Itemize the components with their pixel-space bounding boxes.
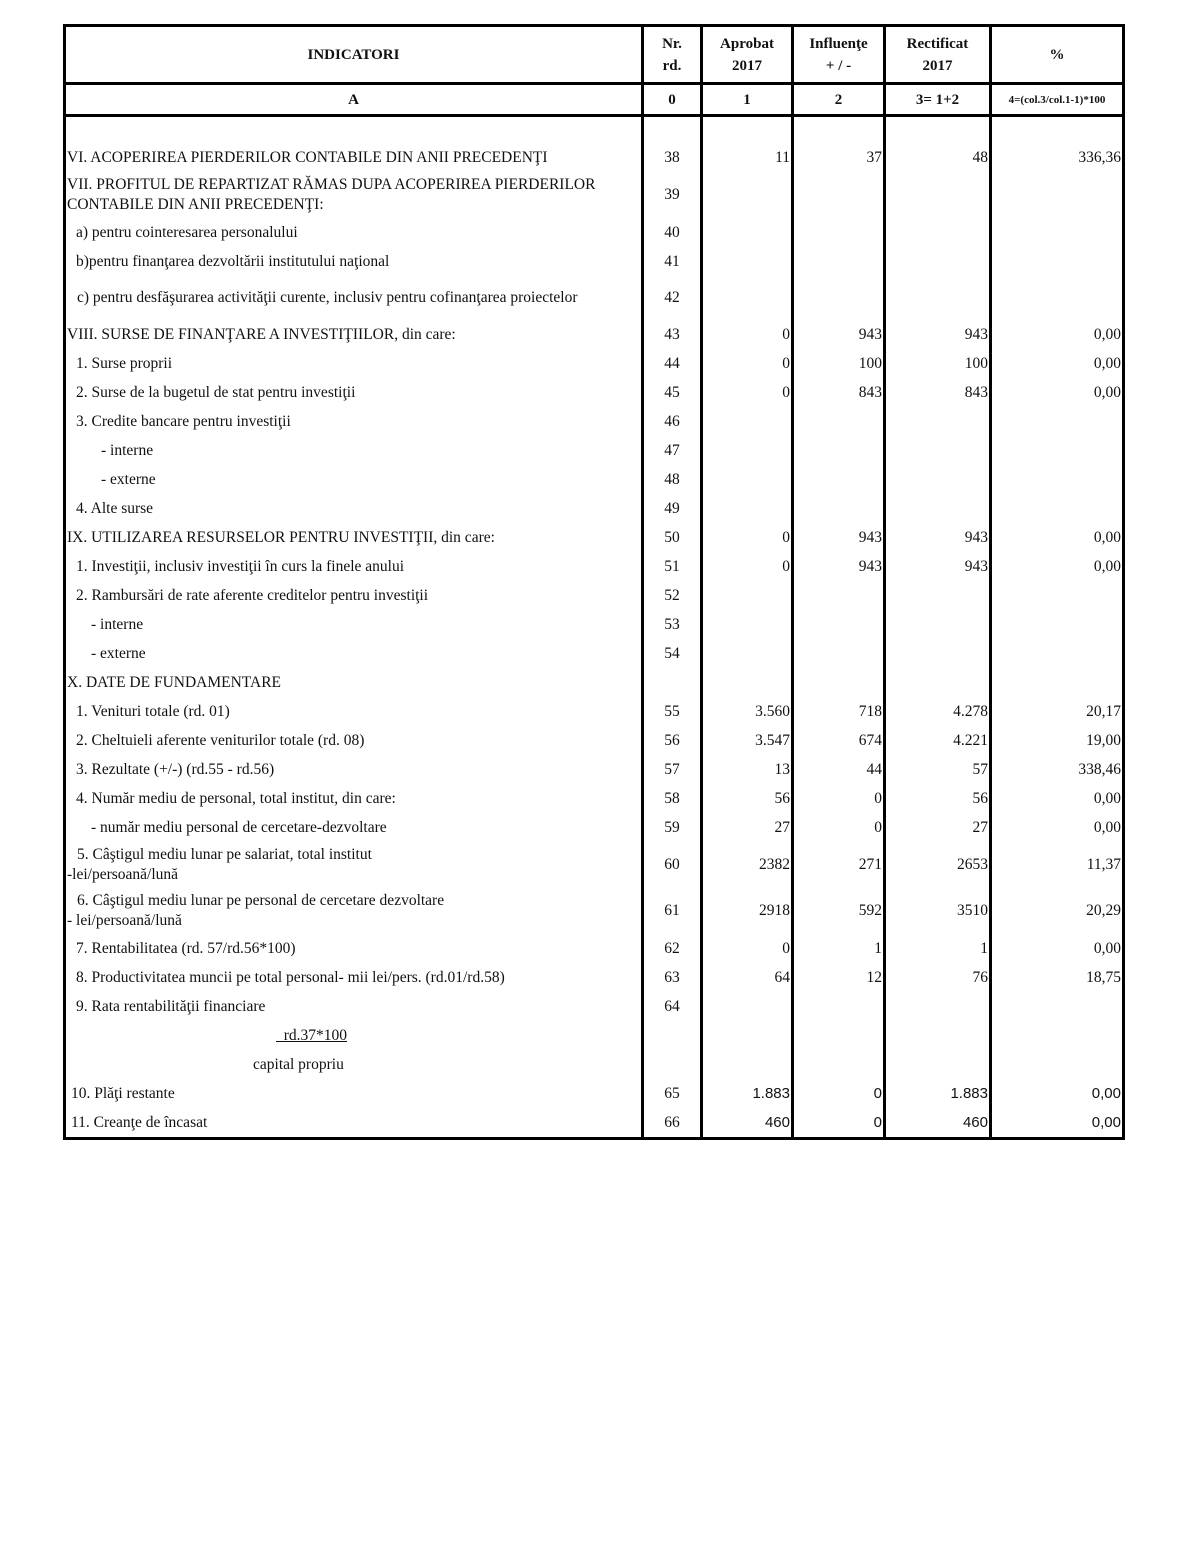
table-row: 9. Rata rentabilităţii financiare 64 — [65, 992, 1124, 1021]
table-row: 11. Creanţe de încasat 66 460 0 460 0,00 — [65, 1108, 1124, 1139]
table-row: 2. Cheltuieli aferente veniturilor totale (rd. 08) 56 3.547 674 4.221 19,00 — [65, 726, 1124, 755]
row-label-unit: -lei/persoană/lună — [67, 866, 179, 883]
col-header-influente: Influenţe + / - — [793, 26, 885, 84]
col-header-nr-rd: Nr. rd. — [643, 26, 702, 84]
table-row: 10. Plăţi restante 65 1.883 0 1.883 0,00 — [65, 1079, 1124, 1108]
table-row: VII. PROFITUL DE REPARTIZAT RĂMAS DUPA ACOPERIREA PIERDERILOR CONTABILE DIN ANII PRECEDENŢI: 39 — [65, 172, 1124, 218]
formula-denominator: capital propriu — [65, 1050, 643, 1079]
col-header-rectificat: Rectificat 2017 — [885, 26, 991, 84]
table-row: c) pentru desfăşurarea activităţii curente, inclusiv pentru cofinanţarea proiectelor 42 — [65, 276, 1124, 320]
row-label: 6. Câştigul mediu lunar pe personal de cercetare dezvoltare — [77, 892, 445, 909]
table-row: 3. Rezultate (+/-) (rd.55 - rd.56) 57 13 44 57 338,46 — [65, 755, 1124, 784]
table-row: 1. Venituri totale (rd. 01) 55 3.560 718 4.278 20,17 — [65, 697, 1124, 726]
table-row: 1. Investiţii, inclusiv investiţii în curs la finele anului 51 0 943 943 0,00 — [65, 552, 1124, 581]
table-row: VIII. SURSE DE FINANŢARE A INVESTIŢIILOR, din care: 43 0 943 943 0,00 — [65, 320, 1124, 349]
table-row: 4. Număr mediu de personal, total institut, din care: 58 56 0 56 0,00 — [65, 784, 1124, 813]
row-label-unit: - lei/persoană/lună — [67, 912, 182, 929]
table-row: - interne 47 — [65, 436, 1124, 465]
col-header-indicatori: INDICATORI — [65, 26, 643, 84]
column-index-row — [65, 84, 1124, 116]
table-row: b)pentru finanţarea dezvoltării institutului naţional 41 — [65, 247, 1124, 276]
table-row: 5. Câştigul mediu lunar pe salariat, total institut -lei/persoană/lună 60 2382 271 2653 11,37 — [65, 842, 1124, 888]
formula-numerator-row — [65, 1021, 1124, 1050]
table-row: a) pentru cointeresarea personalului 40 — [65, 218, 1124, 247]
col-index-3: 3= 1+2 — [885, 84, 991, 116]
table-row: 4. Alte surse 49 — [65, 494, 1124, 523]
table-row: IX. UTILIZAREA RESURSELOR PENTRU INVESTIŢII, din care: 50 0 943 943 0,00 — [65, 523, 1124, 552]
table-row: VI. ACOPERIREA PIERDERILOR CONTABILE DIN ANII PRECEDENŢI 38 11 37 48 336,36 — [65, 143, 1124, 172]
table-row: 3. Credite bancare pentru investiţii 46 — [65, 407, 1124, 436]
table-row: 8. Productivitatea muncii pe total personal- mii lei/pers. (rd.01/rd.58) 63 64 12 76 18,75 — [65, 963, 1124, 992]
table-row: - interne 53 — [65, 610, 1124, 639]
col-index-4: 4=(col.3/col.1-1)*100 — [991, 84, 1124, 116]
indicators-table — [63, 24, 1125, 1140]
col-index-a: A — [65, 84, 643, 116]
formula-numerator: rd.37*100 — [276, 1026, 348, 1044]
table-row: - externe 48 — [65, 465, 1124, 494]
col-index-1: 1 — [702, 84, 793, 116]
formula-denominator-row — [65, 1050, 1124, 1079]
col-header-percent: % — [991, 26, 1124, 84]
table-row: - externe 54 — [65, 639, 1124, 668]
table-row: 6. Câştigul mediu lunar pe personal de cercetare dezvoltare - lei/persoană/lună 61 2918 592 3510 20,29 — [65, 888, 1124, 934]
header-row — [65, 26, 1124, 84]
spacer-row — [65, 116, 1124, 144]
col-index-2: 2 — [793, 84, 885, 116]
table-row: 2. Rambursări de rate aferente creditelor pentru investiţii 52 — [65, 581, 1124, 610]
row-label: 5. Câştigul mediu lunar pe salariat, total institut — [77, 846, 372, 863]
budget-indicators-document — [63, 24, 1122, 1140]
col-index-0: 0 — [643, 84, 702, 116]
table-row: - număr mediu personal de cercetare-dezvoltare 59 27 0 27 0,00 — [65, 813, 1124, 842]
table-row: 2. Surse de la bugetul de stat pentru investiţii 45 0 843 843 0,00 — [65, 378, 1124, 407]
table-row: X. DATE DE FUNDAMENTARE — [65, 668, 1124, 697]
table-row: 1. Surse proprii 44 0 100 100 0,00 — [65, 349, 1124, 378]
table-row: 7. Rentabilitatea (rd. 57/rd.56*100) 62 0 1 1 0,00 — [65, 934, 1124, 963]
col-header-aprobat: Aprobat 2017 — [702, 26, 793, 84]
